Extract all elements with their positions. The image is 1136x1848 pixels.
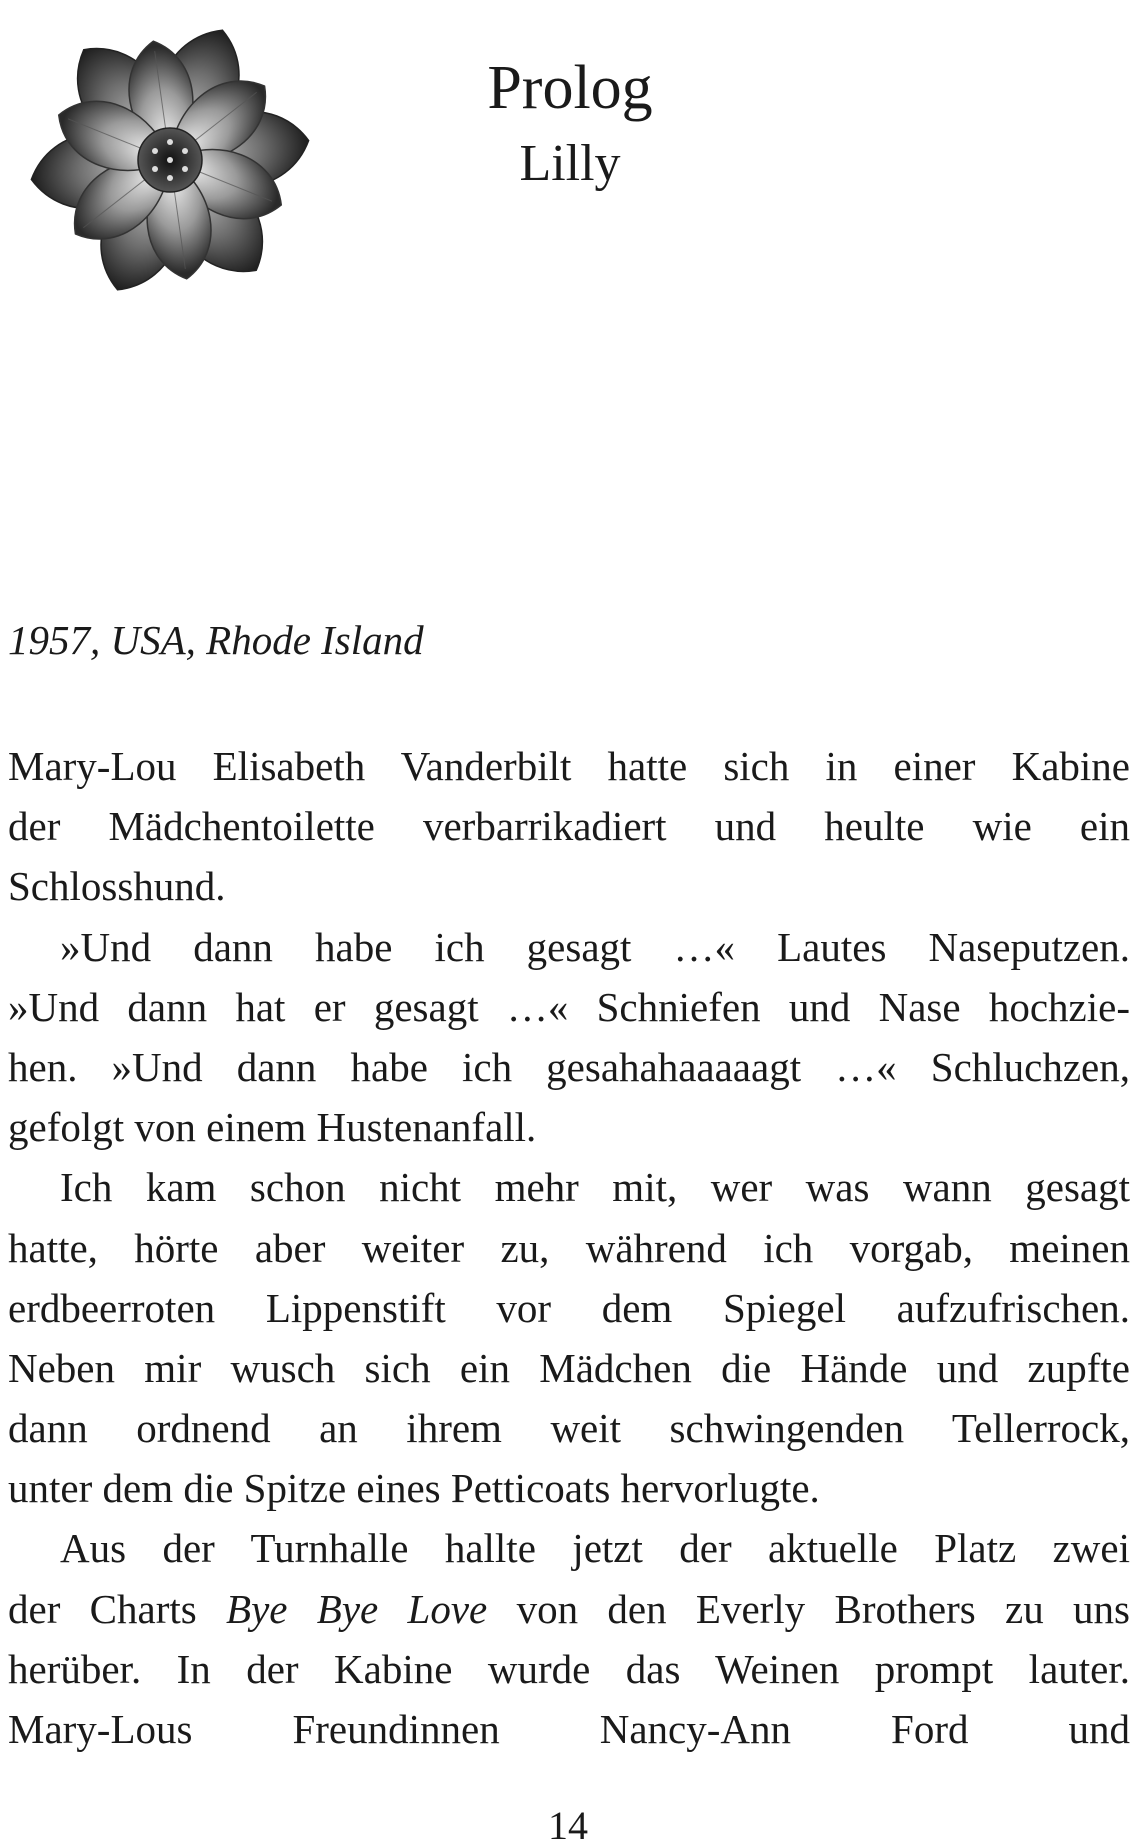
- text-line: unter dem die Spitze eines Petticoats hervorlugte.: [8, 1465, 820, 1512]
- text-line: hatte, hörte aber weiter zu, während ich vorgab, meinen: [8, 1224, 1130, 1271]
- text-line: erdbeerroten Lippenstift vor dem Spiegel aufzufrischen.: [8, 1284, 1130, 1331]
- flower-icon: [20, 10, 320, 310]
- body-text: [8, 736, 1130, 1759]
- song-title: Bye Bye Love: [226, 1585, 488, 1632]
- text-fragment: der Charts: [8, 1585, 227, 1632]
- text-line: herüber. In der Kabine wurde das Weinen prompt lauter.: [8, 1645, 1130, 1692]
- text-fragment: von den Everly Brothers zu uns: [487, 1585, 1130, 1632]
- text-line: Mary-Lou Elisabeth Vanderbilt hatte sich in einer Kabine: [8, 743, 1130, 789]
- text-line: dann ordnend an ihrem weit schwingenden Tellerrock,: [8, 1405, 1130, 1452]
- text-line: »Und dann hat er gesagt …« Schniefen und Nase hochzie-: [8, 983, 1130, 1030]
- dateline: 1957, USA, Rhode Island: [8, 617, 424, 663]
- text-line: Ich kam schon nicht mehr mit, wer was wann gesagt: [60, 1164, 1130, 1211]
- text-line: Aus der Turnhalle hallte jetzt der aktuelle Platz zwei: [60, 1525, 1130, 1572]
- chapter-subtitle: Lilly: [519, 135, 621, 192]
- text-line: der Mädchentoilette verbarrikadiert und heulte wie ein: [8, 803, 1130, 850]
- text-line: »Und dann habe ich gesagt …« Lautes Naseputzen.: [60, 923, 1130, 970]
- chapter-title: Prolog: [487, 54, 653, 122]
- text-line: [8, 1579, 1130, 1639]
- page-number: 14: [548, 1803, 588, 1848]
- text-line: Mary-Lous Freundinnen Nancy-Ann Ford und: [8, 1706, 1130, 1752]
- text-line: Neben mir wusch sich ein Mädchen die Hände und zupfte: [8, 1344, 1130, 1391]
- text-line: Schlosshund.: [8, 863, 226, 910]
- text-line: hen. »Und dann habe ich gesahahaaaaagt …« Schluchzen,: [8, 1043, 1130, 1090]
- text-line: gefolgt von einem Hustenanfall.: [8, 1104, 537, 1151]
